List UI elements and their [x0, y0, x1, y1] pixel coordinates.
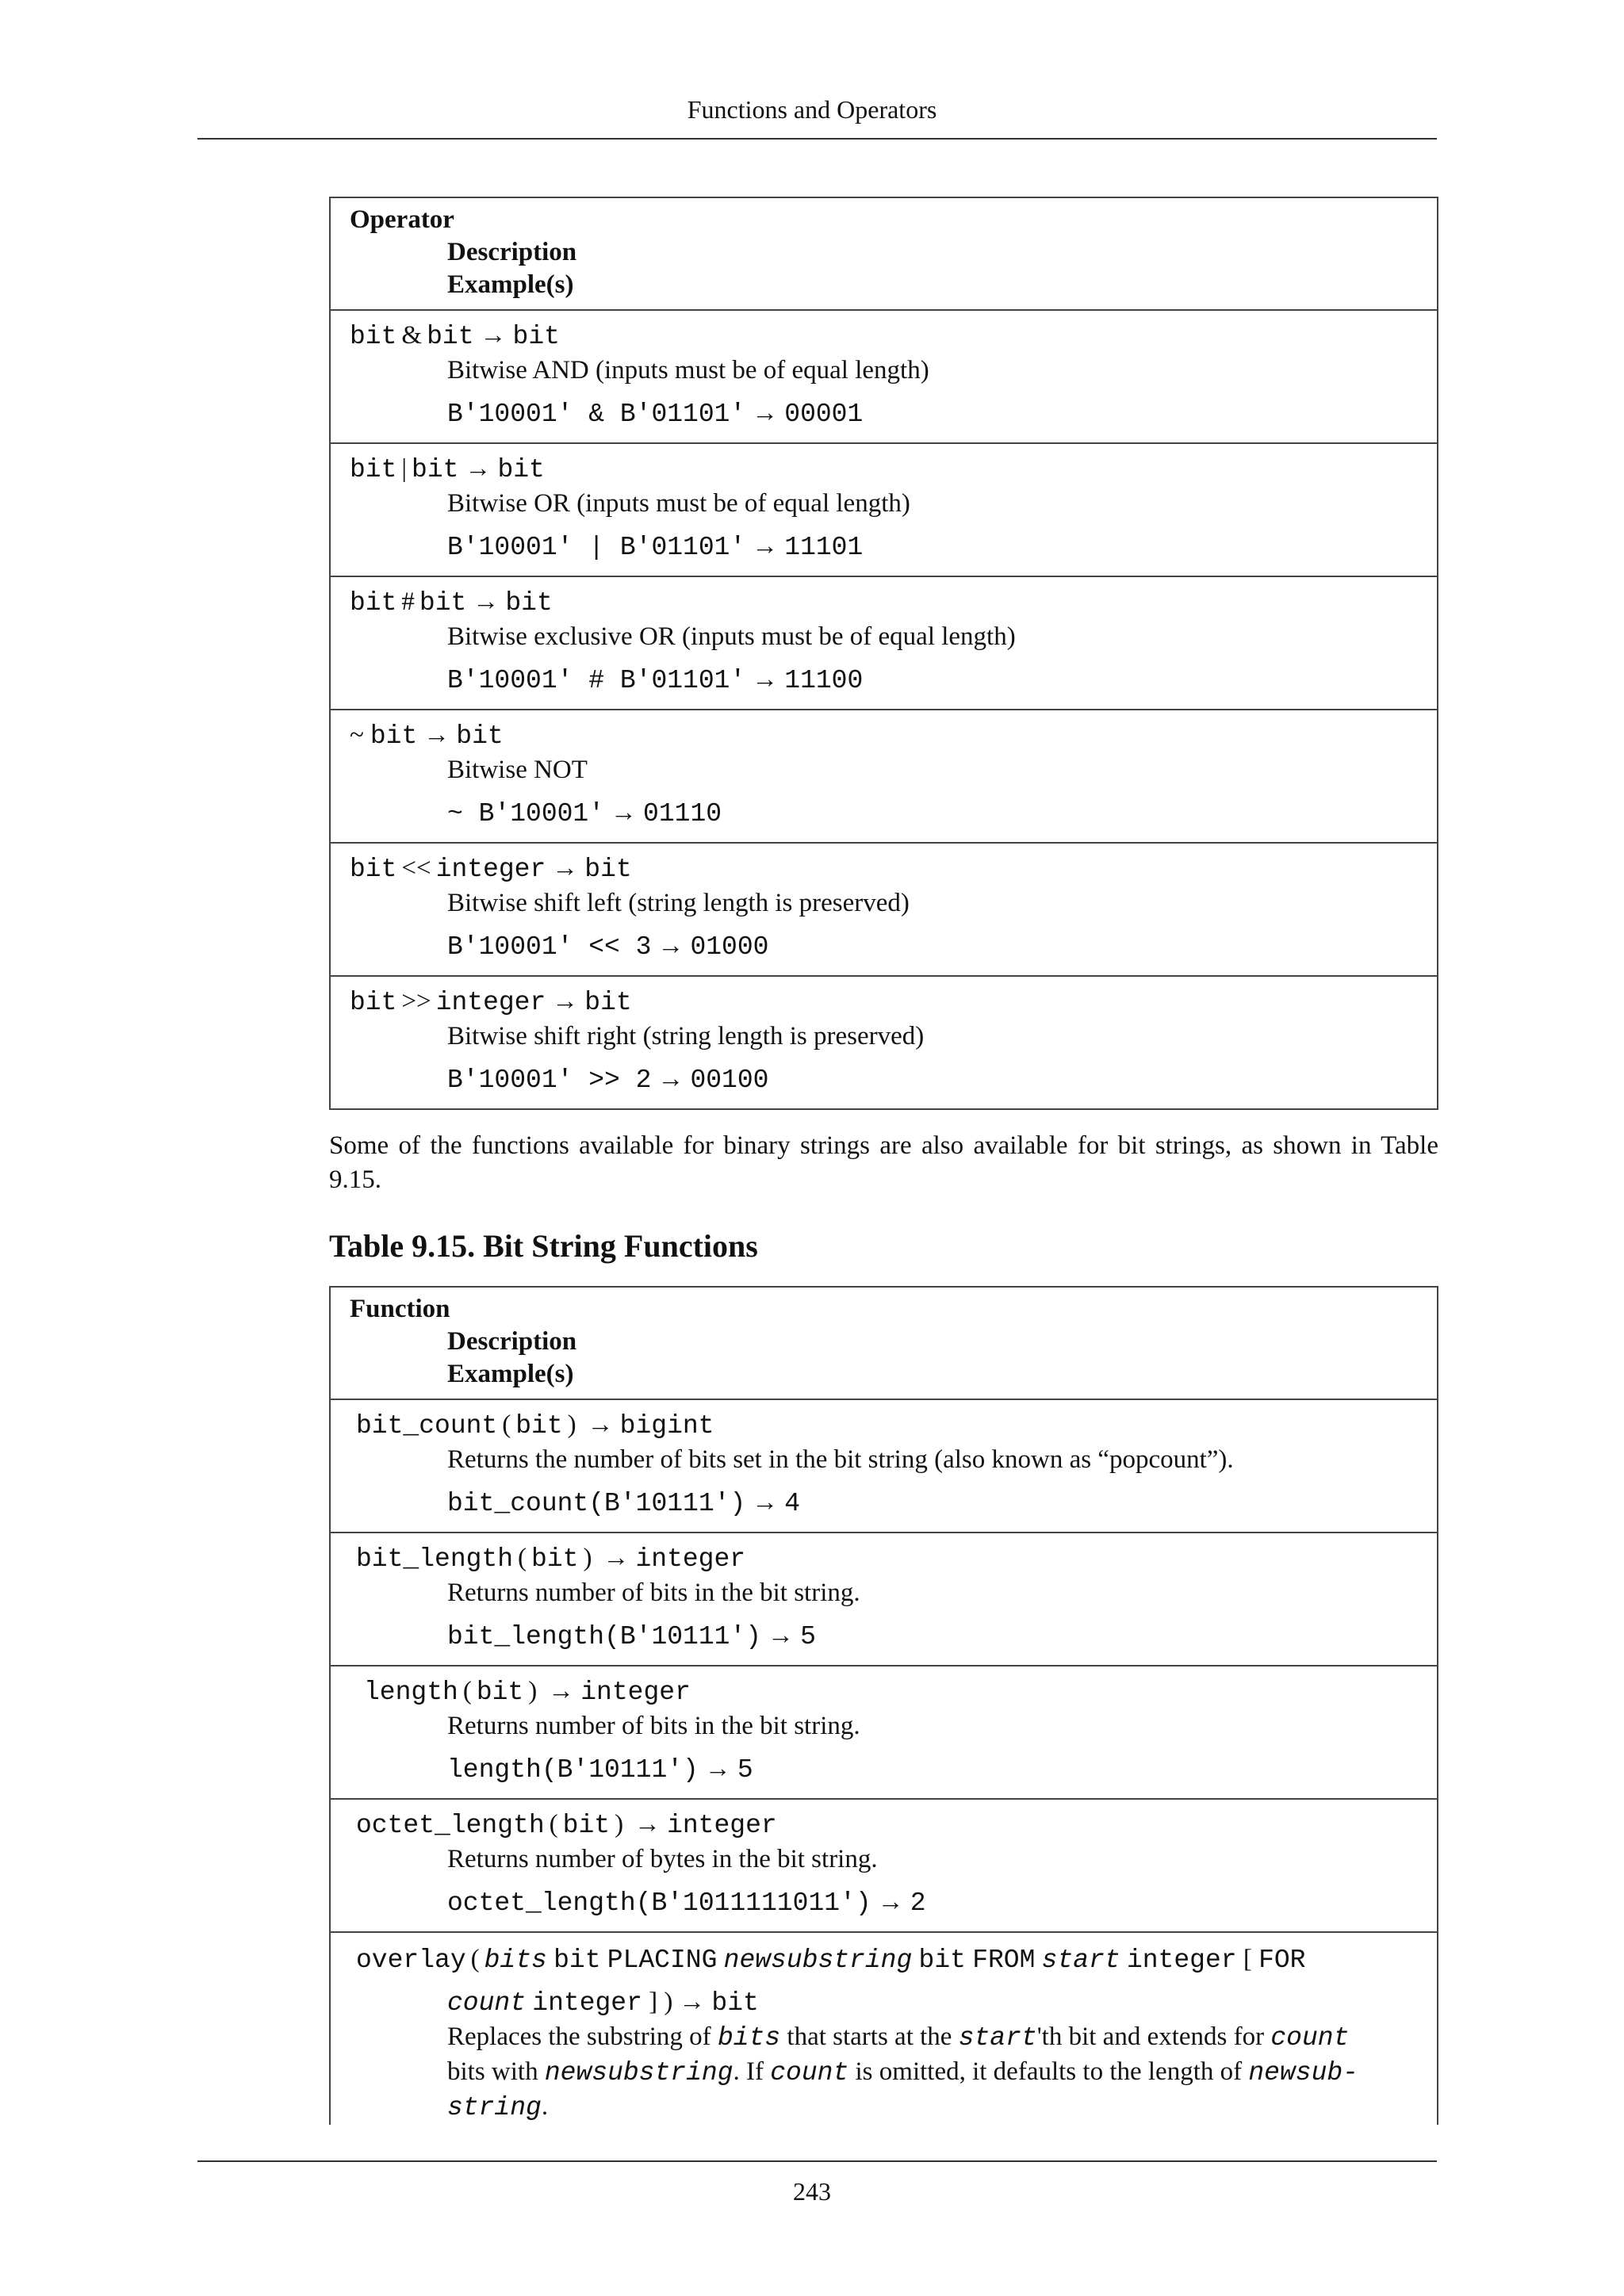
- table-row: [330, 310, 1438, 443]
- operator-description: Bitwise AND (inputs must be of equal length): [447, 356, 929, 385]
- operator-example: B'10001' | B'01101' → 11101: [447, 532, 864, 562]
- operator-signature: bit | bit → bit: [350, 454, 545, 484]
- function-description: Returns the number of bits set in the bit string (also known as “popcount”).: [447, 1445, 1234, 1474]
- table-row: [330, 1399, 1438, 1533]
- function-table: [329, 1286, 1438, 2125]
- table-row: [330, 1533, 1438, 1666]
- running-header: Functions and Operators: [687, 95, 937, 124]
- header-examples: Example(s): [447, 270, 574, 299]
- table-row: [330, 976, 1438, 1109]
- body-paragraph: Some of the functions available for binary strings are also available for bit strings, as shown in Table 9.15.: [329, 1131, 1438, 1194]
- operator-table: [329, 197, 1438, 1110]
- function-signature: overlay ( bits bit PLACING newsubstring bit FROM start integer [ FOR: [356, 1945, 1306, 1975]
- function-signature-continued: count integer ] ) → bit: [447, 1988, 759, 2018]
- function-signature: bit_length ( bit ) → integer: [356, 1544, 746, 1574]
- function-example: bit_length(B'10111') → 5: [447, 1621, 816, 1651]
- header-examples: Example(s): [447, 1360, 574, 1388]
- operator-example: B'10001' # B'01101' → 11100: [447, 665, 864, 695]
- operator-signature: bit # bit → bit: [350, 587, 553, 618]
- operator-description: Bitwise shift right (string length is preserved): [447, 1022, 925, 1050]
- page-number: 243: [793, 2177, 831, 2206]
- function-example: octet_length(B'1011111011') → 2: [447, 1888, 926, 1918]
- function-description: Returns number of bytes in the bit string.: [447, 1845, 878, 1873]
- operator-example: ~ B'10001' → 01110: [447, 798, 722, 828]
- table-row-overlay: [330, 1932, 1438, 2125]
- operator-signature: bit & bit → bit: [350, 321, 560, 351]
- operator-example: B'10001' >> 2 → 00100: [447, 1065, 769, 1095]
- operator-signature: ~ bit → bit: [350, 721, 504, 751]
- function-example: length(B'10111') → 5: [447, 1755, 753, 1785]
- table-row: [330, 443, 1438, 576]
- table-row: [330, 1666, 1438, 1799]
- operator-example: B'10001' << 3 → 01000: [447, 932, 769, 962]
- table-caption: Table 9.15. Bit String Functions: [329, 1228, 758, 1264]
- operator-description: Bitwise shift left (string length is preserved): [447, 889, 910, 917]
- table-row: [330, 1799, 1438, 1932]
- header-rule: [197, 138, 1437, 140]
- function-signature: length ( bit ) → integer: [364, 1677, 691, 1707]
- function-example: bit_count(B'10111') → 4: [447, 1488, 801, 1518]
- footer-rule: [197, 2160, 1437, 2162]
- header-description: Description: [447, 238, 577, 266]
- table-header-row: [330, 197, 1438, 310]
- table-row: [330, 710, 1438, 843]
- function-description: Replaces the substring of bits that starts at the start'th bit and extends for count bits with newsubstring. If count is omitted, it defaults to the length of newsub- string.: [447, 2022, 1358, 2122]
- header-operator: Operator: [350, 205, 454, 234]
- operator-description: Bitwise OR (inputs must be of equal length): [447, 489, 910, 518]
- operator-signature: bit << integer → bit: [350, 854, 632, 884]
- function-description: Returns number of bits in the bit string.: [447, 1712, 860, 1740]
- function-signature: bit_count ( bit ) → bigint: [356, 1410, 714, 1441]
- table-header-row: [330, 1287, 1438, 1399]
- operator-signature: bit >> integer → bit: [350, 987, 632, 1017]
- header-description: Description: [447, 1327, 577, 1356]
- table-row: [330, 576, 1438, 710]
- operator-example: B'10001' & B'01101' → 00001: [447, 399, 864, 429]
- table-row: [330, 843, 1438, 976]
- function-description: Returns number of bits in the bit string.: [447, 1578, 860, 1607]
- operator-description: Bitwise exclusive OR (inputs must be of equal length): [447, 622, 1016, 651]
- function-signature: octet_length ( bit ) → integer: [356, 1810, 777, 1840]
- header-function: Function: [350, 1295, 450, 1323]
- operator-description: Bitwise NOT: [447, 756, 588, 784]
